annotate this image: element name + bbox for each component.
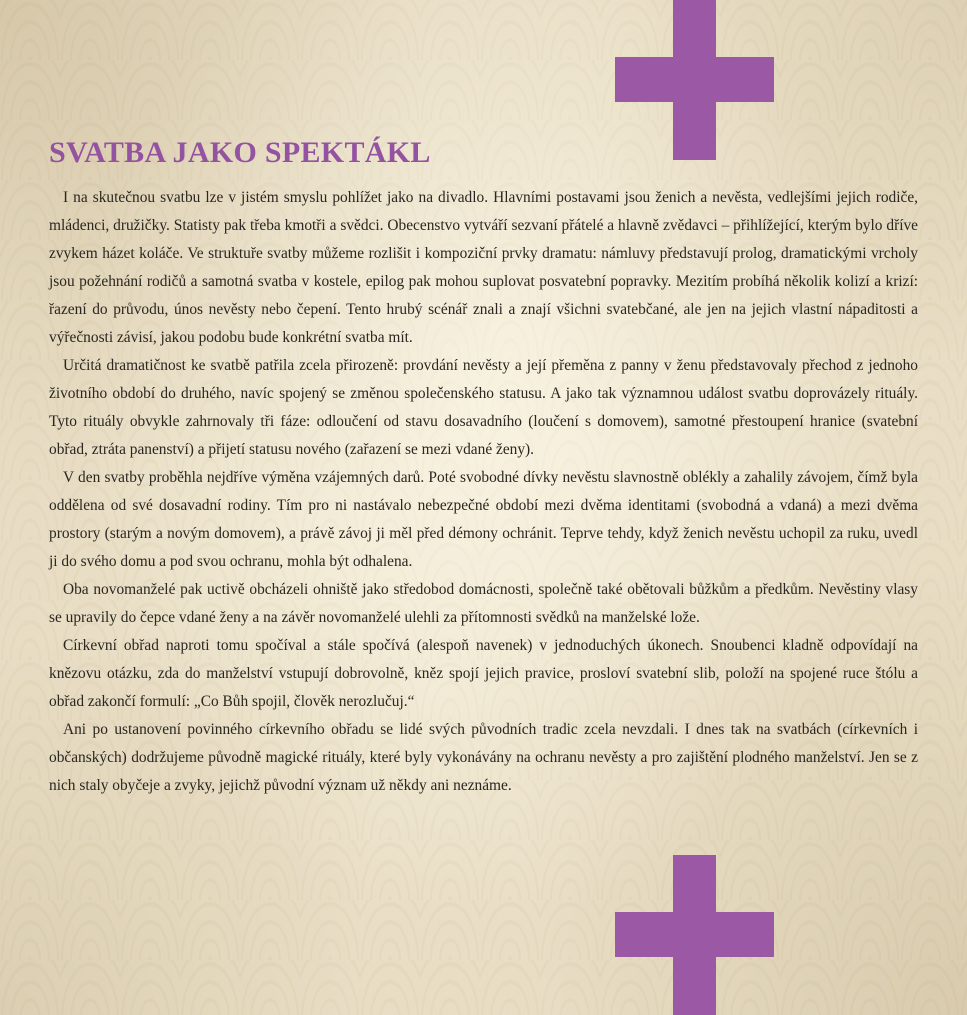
article-body <box>49 184 918 800</box>
paragraph: Určitá dramatičnost ke svatbě patřila zcela přirozeně: provdání nevěsty a její přeměna z panny v ženu představovaly přechod z jednoho životního období do druhého, navíc spojený se změnou společenského statusu. A jako tak významnou událost svatbu doprovázely rituály. Tyto rituály obvykle zahrnovaly tři fáze: odloučení od stavu dosavadního (loučení s domovem), samotné přestoupení hranice (svatební obřad, ztráta panenství) a přijetí statusu nového (zařazení se mezi vdané ženy). <box>49 357 918 458</box>
paragraph: Oba novomanželé pak uctivě obcházeli ohniště jako středobod domácnosti, společně také obětovali bůžkům a předkům. Nevěstiny vlasy se upravily do čepce vdané ženy a na závěr novomanželé ulehli za přítomnosti svědků na manželské lože. <box>49 581 918 626</box>
cross-horizontal-bar <box>615 912 774 957</box>
cross-icon <box>615 855 774 1015</box>
paragraph: I na skutečnou svatbu lze v jistém smyslu pohlížet jako na divadlo. Hlavními postavami jsou ženich a nevěsta, vedlejšími jejich rodiče, mládenci, družičky. Statisty pak třeba kmotři a svědci. Obecenstvo vytváří sezvaní přátelé a hlavně zvědavci – přihlížející, kterým bylo dříve zvykem házet koláče. Ve struktuře svatby můžeme rozlišit i kompoziční prvky dramatu: námluvy představují prolog, dramatickými vrcholy jsou požehnání rodičů a samotná svatba v kostele, epilog pak mohou suplovat posvatební popravky. Mezitím probíhá několik kolizí a krizí: řazení do průvodu, únos nevěsty nebo čepení. Tento hrubý scénář znali a znají všichni svatebčané, ale jen na jejich vlastní nápaditosti a výřečnosti závisí, jakou podobu bude konkrétní svatba mít. <box>49 189 918 346</box>
cross-horizontal-bar <box>615 57 774 102</box>
cross-icon <box>615 0 774 160</box>
paragraph: Církevní obřad naproti tomu spočíval a stále spočívá (alespoň navenek) v jednoduchých úkonech. Snoubenci kladně odpovídají na knězovu otázku, zda do manželství vstupují dobrovolně, kněz spojí jejich pravice, prosloví svatební slib, položí na spojené ruce štólu a obřad zakončí formulí: „Co Bůh spojil, člověk nerozlučuj.“ <box>49 637 918 710</box>
page-title: SVATBA JAKO SPEKTÁKL <box>49 136 431 169</box>
paragraph: V den svatby proběhla nejdříve výměna vzájemných darů. Poté svobodné dívky nevěstu slavnostně oblékly a zahalily závojem, čímž byla oddělena od své dosavadní rodiny. Tím pro ni nastávalo nebezpečné období mezi dvěma identitami (svobodná a vdaná) a mezi dvěma prostory (starým a novým domovem), a právě závoj ji měl před démony ochránit. Teprve tehdy, když ženich nevěstu uchopil za ruku, uvedl ji do svého domu a pod svou ochranu, mohla být odhalena. <box>49 469 918 570</box>
paragraph: Ani po ustanovení povinného církevního obřadu se lidé svých původních tradic zcela nevzdali. I dnes tak na svatbách (církevních i občanských) dodržujeme původně magické rituály, které byly vykonávány na ochranu nevěsty a pro zajištění plodného manželství. Jen se z nich staly obyčeje a zvyky, jejichž původní význam už někdy ani neznáme. <box>49 721 918 794</box>
